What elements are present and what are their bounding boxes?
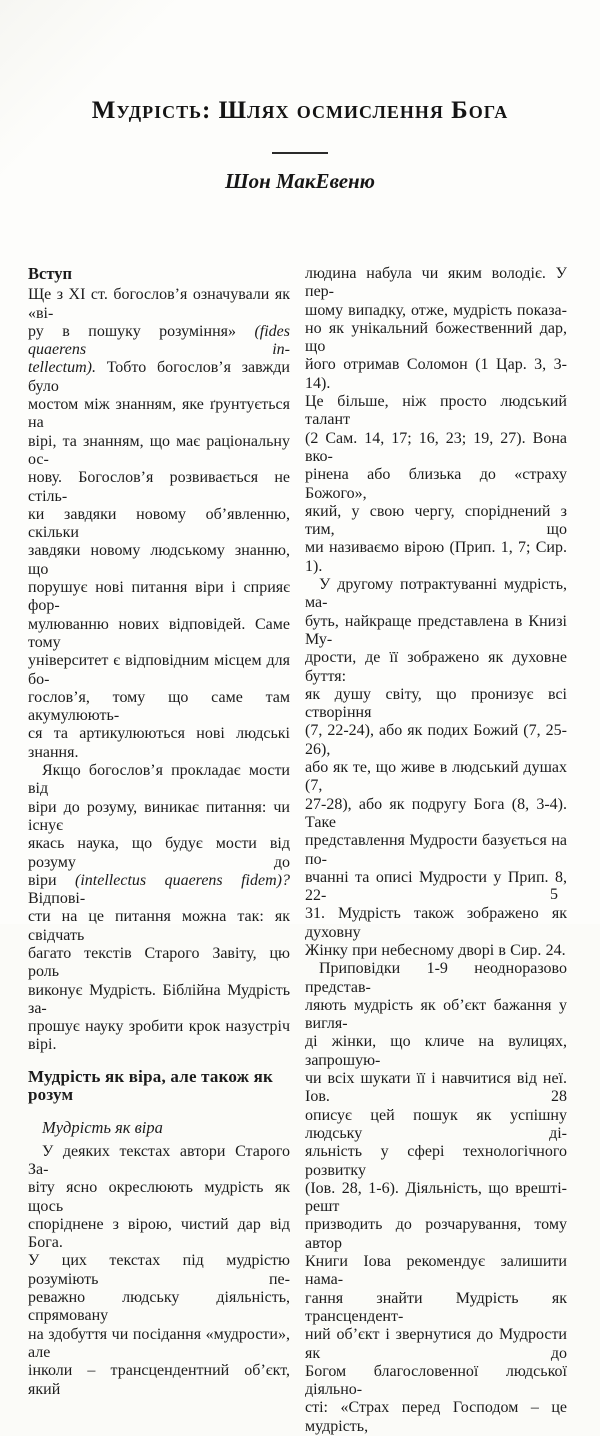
text-segment: но як унікальний божественний дар, що <box>305 319 567 356</box>
text-line <box>305 759 567 796</box>
text-segment: ляють мудрість як об’єкт бажання у вигля- <box>305 996 567 1033</box>
text-line <box>28 908 290 945</box>
text-line <box>28 762 290 799</box>
text-line <box>305 576 567 613</box>
subsection-heading: Мудрість як віра <box>42 1118 163 1138</box>
text-line <box>28 945 290 982</box>
text-segment: (fides quaerens in- <box>28 322 290 359</box>
text-line <box>28 579 290 616</box>
text-line <box>305 1216 567 1253</box>
text-segment: споріднене з вірою, чистий дар від Бога. <box>28 1215 290 1252</box>
text-line <box>305 1290 567 1327</box>
text-line <box>305 1399 567 1436</box>
text-segment: ді жінки, що кличе на вулицях, запрошую- <box>305 1033 567 1069</box>
page-title: Мудрість: Шлях осмислення Бога <box>91 97 509 124</box>
text-segment: Відпові- <box>28 890 86 908</box>
text-line <box>28 506 290 543</box>
text-line <box>305 302 567 320</box>
text-segment: У цих текстах під мудрістю розуміють пе- <box>28 1252 290 1288</box>
page-number: 5 <box>550 886 558 903</box>
text-line <box>28 1143 290 1180</box>
text-segment: університет є відповідним місцем для бо- <box>28 652 290 688</box>
text-line <box>28 469 290 506</box>
text-segment: дрости, де її зображено як духовне буття: <box>305 649 567 685</box>
text-line <box>28 1179 290 1216</box>
text-segment: Приповідки 1-9 неодноразово представ- <box>305 960 567 996</box>
right-column <box>305 265 567 1436</box>
text-segment: представлення Мудрости базується на по- <box>305 832 567 868</box>
text-segment: яльність у сфері технологічного розвитку <box>305 1143 567 1179</box>
text-line <box>28 433 290 470</box>
text-line <box>305 1253 567 1290</box>
text-line <box>28 725 290 762</box>
text-line <box>305 430 567 467</box>
text-line <box>28 835 290 872</box>
text-line <box>305 1326 567 1363</box>
text-line <box>305 320 567 357</box>
text-segment: гання знайти Мудрість як трансцендент- <box>305 1289 567 1325</box>
text-segment: ми називаємо вірою (Прип. 1, 7; Сир. 1). <box>305 539 567 575</box>
text-segment: рінена або близька до «страху Божого», <box>305 466 567 502</box>
text-line <box>305 796 567 833</box>
text-segment: tellectum). <box>28 359 96 377</box>
text-segment: мостом між знанням, яке ґрунтується на <box>28 396 290 432</box>
text-line <box>305 1143 567 1180</box>
text-line <box>28 1326 290 1363</box>
text-segment: мулюванню нових відповідей. Саме тому <box>28 615 290 651</box>
text-segment: Тобто богослов’я завжди було <box>28 359 290 395</box>
text-segment: якась наука, що будує мости від розуму до <box>28 835 290 871</box>
text-line <box>305 1070 567 1107</box>
text-line <box>28 1289 290 1326</box>
text-segment: (2 Сам. 14, 17; 16, 23; 19, 27). Вона вко- <box>305 429 567 465</box>
text-segment: чи всіх шукати її і навчитися від неї. Іов. 28 <box>305 1070 567 1106</box>
text-segment: порушує нові питання віри і сприяє фор- <box>28 579 290 615</box>
text-line <box>305 1363 567 1400</box>
text-segment: 31. Мудрість також зображено як духовну <box>305 905 567 941</box>
text-line <box>28 872 290 909</box>
text-line <box>305 466 567 503</box>
text-segment: сти на це питання можна так: як свідчать <box>28 908 290 944</box>
text-segment: завдяки новому людському знанню, що <box>28 542 290 578</box>
text-line <box>305 997 567 1034</box>
text-line <box>28 652 290 689</box>
text-segment: його отримав Соломон (1 Цар. 3, 3-14). <box>305 356 567 392</box>
text-segment: реважно людську діяльність, спрямовану <box>28 1289 290 1325</box>
text-line <box>28 799 290 836</box>
text-segment: або як те, що живе в людський душах (7, <box>305 759 567 795</box>
left-column <box>28 265 290 1436</box>
text-segment: вчанні та описі Мудрости у Прип. 8, 22- <box>305 868 567 905</box>
text-segment: буть, найкраще представлена в Книзі Му- <box>305 612 567 648</box>
text-segment: призводить до розчарування, тому автор <box>305 1216 567 1252</box>
text-line <box>28 1018 290 1055</box>
text-segment: який, у свою чергу, споріднений з тим, що <box>305 502 567 539</box>
text-line <box>305 1033 567 1070</box>
text-segment: виконує Мудрість. Біблійна Мудрість за- <box>28 981 290 1017</box>
text-segment: людина набула чи яким володіє. У пер- <box>305 265 567 301</box>
text-segment: ний об’єкт і звернутися до Мудрости як до <box>305 1326 567 1362</box>
text-line <box>305 613 567 650</box>
text-line <box>28 359 290 396</box>
text-segment: У другому потрактуванні мудрість, ма- <box>305 576 567 612</box>
text-segment: віту ясно окреслюють мудрість як щось <box>28 1179 290 1215</box>
text-columns <box>0 265 600 1436</box>
section-heading: Мудрість як віра, але також як розум <box>28 1066 274 1105</box>
section-heading: Вступ <box>28 264 72 283</box>
text-segment: описує цей пошук як успішну людську ді- <box>305 1106 567 1142</box>
text-line <box>305 686 567 723</box>
text-segment: ру в пошуку розуміння» <box>28 322 255 340</box>
text-line <box>305 960 567 997</box>
text-line <box>305 722 567 759</box>
text-line <box>305 393 567 430</box>
text-segment: Богом благословенної людської діяльно- <box>305 1362 567 1399</box>
text-segment: ся та артикулюються нові людські знання. <box>28 725 290 761</box>
text-line <box>305 832 567 869</box>
text-segment: ки завдяки новому об’явленню, скільки <box>28 505 290 542</box>
text-line <box>305 869 567 906</box>
text-line <box>28 323 290 360</box>
text-segment: вірі, та знанням, що має раціональну ос- <box>28 432 290 468</box>
text-segment: Книги Іова рекомендує залишити нама- <box>305 1253 567 1289</box>
text-line <box>305 356 567 393</box>
text-line <box>28 286 290 323</box>
text-line <box>305 1107 567 1144</box>
text-line <box>305 265 567 302</box>
text-segment: інколи – трансцендентний об’єкт, який <box>28 1362 290 1398</box>
text-line <box>305 649 567 686</box>
text-segment: Це більше, ніж просто людський талант <box>305 393 567 429</box>
text-line <box>28 396 290 433</box>
text-segment: нову. Богослов’я розвивається не стіль- <box>28 469 290 505</box>
text-segment: багато текстів Старого Завіту, цю роль <box>28 944 290 981</box>
text-segment: як душу світу, що пронизує всі створіння <box>305 685 567 722</box>
text-line <box>28 616 290 653</box>
title-divider <box>272 152 328 154</box>
text-segment: Якщо богослов’я прокладає мости від <box>28 762 290 798</box>
text-line <box>28 982 290 1019</box>
text-segment: У деяких текстах автори Старого За- <box>28 1142 290 1178</box>
text-segment: сті: «Страх перед Господом – це мудрість, <box>305 1399 567 1435</box>
text-segment: на здобуття чи посідання «мудрости», але <box>28 1325 290 1361</box>
text-segment: (intellectus quaerens fidem)? <box>75 871 290 889</box>
text-segment: (Іов. 28, 1-6). Діяльність, що врешті-решт <box>305 1179 567 1216</box>
text-line <box>305 539 567 576</box>
text-segment: віри <box>28 871 76 889</box>
text-line <box>28 542 290 579</box>
text-line <box>28 1252 290 1289</box>
text-segment: шому випадку, отже, мудрість показа- <box>305 301 567 319</box>
text-line <box>305 503 567 540</box>
text-line <box>28 1216 290 1253</box>
text-line <box>28 689 290 726</box>
text-line <box>305 1180 567 1217</box>
text-segment: віри до розуму, виникає питання: чи існує <box>28 798 290 834</box>
text-segment: Ще з XI ст. богослов’я означували як «ві- <box>28 286 290 322</box>
text-segment: прошує науку зробити крок назустріч вірі. <box>28 1018 290 1054</box>
text-line <box>305 942 567 960</box>
text-segment: 27-28), або як подругу Бога (8, 3-4). Таке <box>305 795 567 831</box>
text-segment: (7, 22-24), або як подих Божий (7, 25-26), <box>305 722 567 758</box>
author-name: Шон МакЕвеню <box>224 169 375 193</box>
text-line <box>28 1362 290 1399</box>
text-segment: гослов’я, тому що саме там акумулюють- <box>28 688 290 725</box>
text-segment: Жінку при небесному дворі в Сир. 24. <box>305 941 566 959</box>
